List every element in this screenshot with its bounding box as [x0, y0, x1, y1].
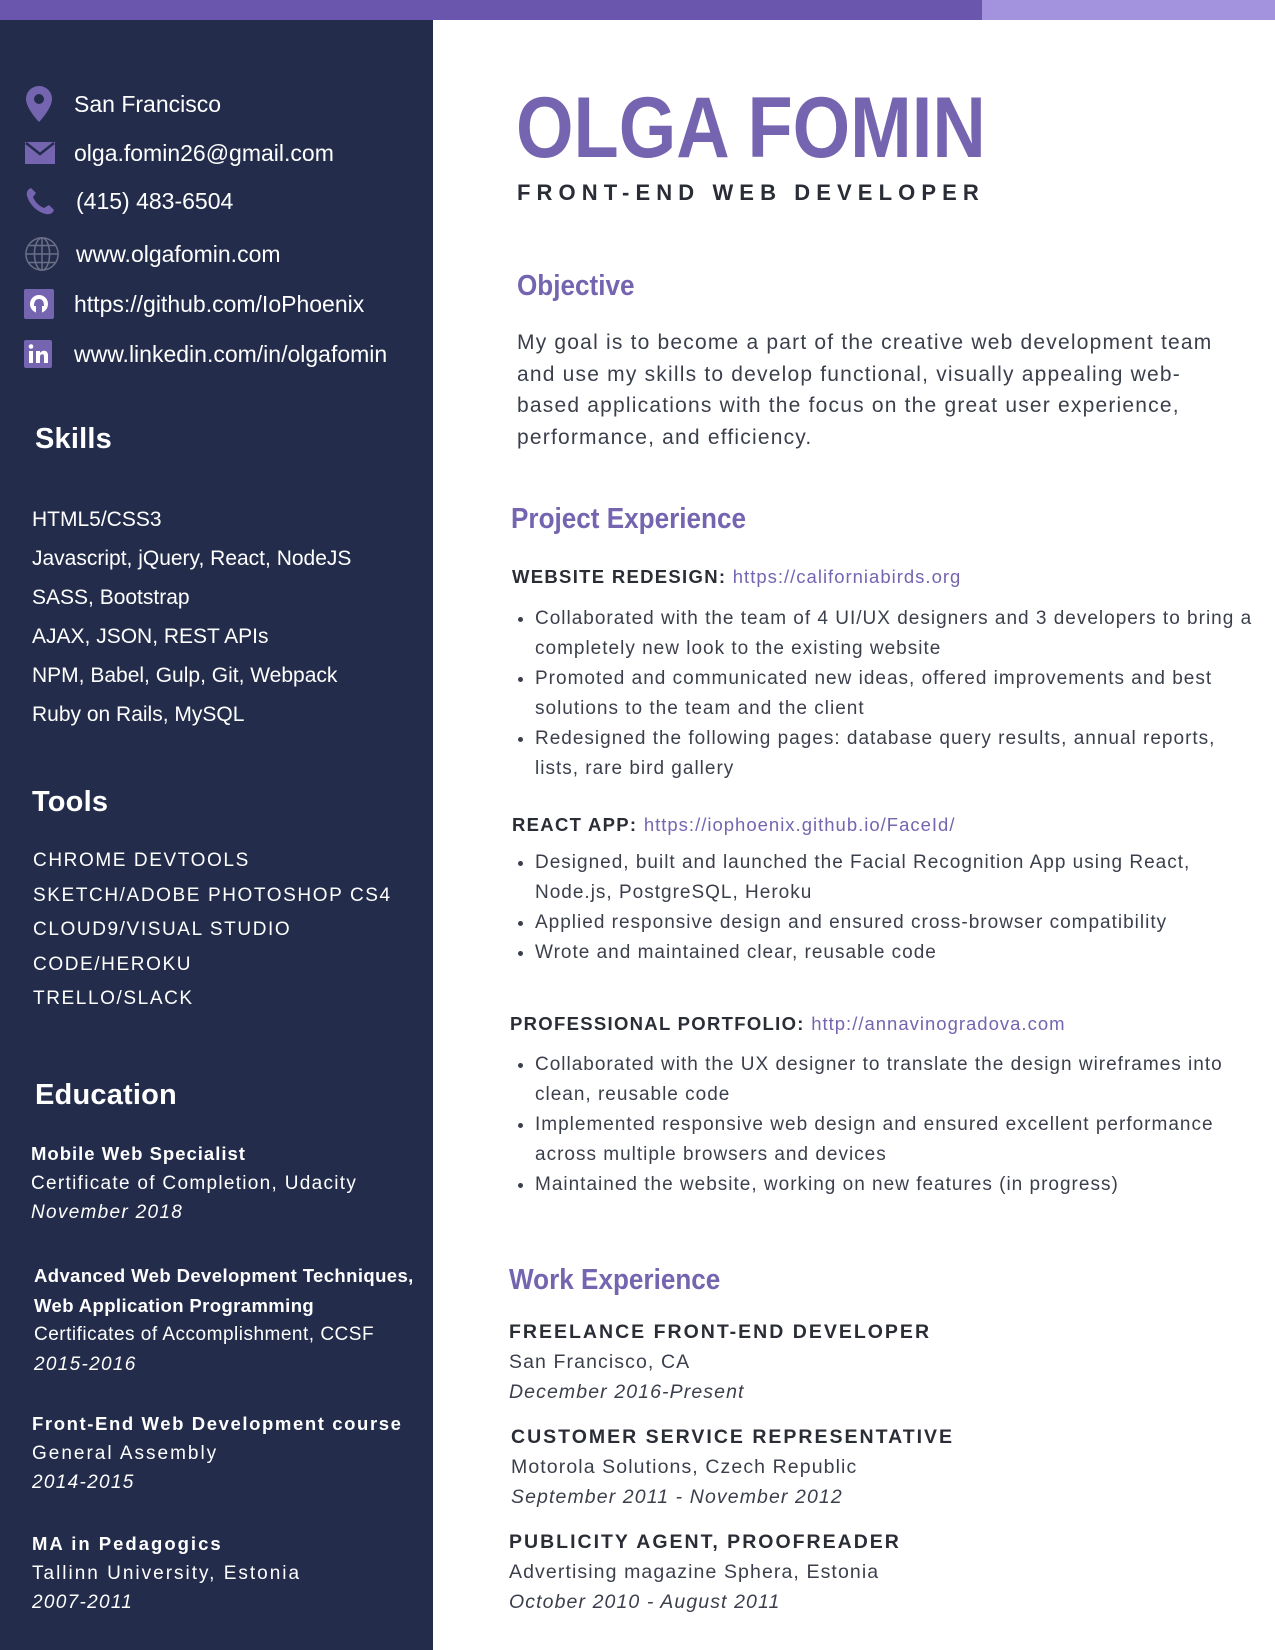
skills-heading: Skills	[35, 423, 112, 455]
project-label: WEBSITE REDESIGN:	[512, 566, 727, 587]
phone-text: (415) 483-6504	[76, 187, 234, 214]
job-place: San Francisco, CA	[509, 1351, 691, 1373]
skills-list	[32, 500, 351, 734]
skill-item: SASS, Bootstrap	[32, 586, 190, 609]
education-school: General Assembly	[32, 1442, 219, 1464]
bullet-item: • Collaborated with the UX designer to translate the design wireframes into clean, reusable code	[535, 1050, 1265, 1110]
globe-icon	[24, 238, 60, 270]
job-place: Motorola Solutions, Czech Republic	[511, 1456, 858, 1478]
education-entry	[32, 1409, 427, 1498]
education-date: November 2018	[31, 1202, 184, 1223]
project-link[interactable]: https://californiabirds.org	[732, 566, 962, 587]
tool-item: SKETCH/ADOBE PHOTOSHOP CS4	[33, 884, 392, 906]
bullet-item: • Wrote and maintained clear, reusable code	[535, 938, 1265, 968]
job-entry	[509, 1317, 931, 1407]
candidate-role: FRONT-END WEB DEVELOPER	[517, 180, 985, 205]
contact-location	[24, 88, 221, 120]
education-date: 2014-2015	[32, 1472, 135, 1493]
skill-item: HTML5/CSS3	[32, 508, 162, 531]
bullet-item: • Applied responsive design and ensured cross-browser compatibility	[535, 908, 1265, 938]
education-title: Mobile Web Specialist	[31, 1143, 246, 1164]
tool-item: TRELLO/SLACK	[33, 988, 194, 1009]
bullet-item: • Designed, built and launched the Facial Recognition App using React, Node.js, PostgreSQL, Heroku	[535, 848, 1265, 908]
location-pin-icon	[24, 88, 60, 120]
project-label: PROFESSIONAL PORTFOLIO:	[510, 1013, 805, 1034]
job-title: PUBLICITY AGENT, PROOFREADER	[509, 1531, 901, 1553]
bullet-item: • Redesigned the following pages: database query results, annual reports, lists, rare bird gallery	[535, 724, 1265, 784]
linkedin-link[interactable]: www.linkedin.com/in/olgafomin	[74, 340, 388, 367]
project-label: REACT APP:	[512, 814, 638, 835]
phone-icon	[24, 185, 60, 217]
education-entry	[34, 1261, 429, 1379]
project-link[interactable]: https://iophoenix.github.io/FaceId/	[643, 814, 956, 835]
education-heading: Education	[35, 1079, 177, 1111]
education-entry	[31, 1139, 426, 1228]
bullet-item: • Implemented responsive web design and ensured excellent performance across multiple browsers and devices	[535, 1110, 1265, 1170]
contact-github[interactable]	[24, 288, 364, 320]
tools-heading: Tools	[32, 786, 109, 818]
github-link[interactable]: https://github.com/IoPhoenix	[74, 290, 365, 317]
project-bullets	[511, 1050, 1265, 1200]
project-header	[510, 1013, 1066, 1035]
objective-text: My goal is to become a part of the creative web development team and use my skills to develop functional, visually appealing web-based applications with the focus on the great user experience, performance, and efficiency.	[517, 331, 1213, 449]
education-title: MA in Pedagogics	[32, 1533, 223, 1554]
location-text: San Francisco	[74, 90, 222, 117]
contact-linkedin[interactable]	[24, 338, 387, 370]
job-date: October 2010 - August 2011	[509, 1591, 781, 1613]
job-title: FREELANCE FRONT-END DEVELOPER	[509, 1321, 932, 1343]
job-title: CUSTOMER SERVICE REPRESENTATIVE	[511, 1426, 955, 1448]
linkedin-icon	[24, 338, 60, 370]
envelope-icon	[24, 137, 60, 169]
tool-item: CODE/HEROKU	[33, 953, 193, 975]
work-experience-heading: Work Experience	[509, 1264, 721, 1296]
website-link[interactable]: www.olgafomin.com	[76, 240, 281, 267]
email-link[interactable]: olga.fomin26@gmail.com	[74, 139, 334, 166]
candidate-name: OLGA FOMIN	[516, 80, 986, 176]
job-date: September 2011 - November 2012	[511, 1486, 843, 1508]
tools-list	[33, 844, 392, 1017]
tool-item: CHROME DEVTOOLS	[33, 850, 250, 871]
bullet-item: • Collaborated with the team of 4 UI/UX designers and 3 developers to bring a completely new look to the existing website	[535, 604, 1265, 664]
objective-heading: Objective	[517, 270, 635, 302]
education-school: Certificate of Completion, Udacity	[31, 1172, 358, 1194]
skill-item: AJAX, JSON, REST APIs	[32, 625, 269, 648]
education-school: Certificates of Accomplishment, CCSF	[34, 1324, 375, 1345]
skill-item: Javascript, jQuery, React, NodeJS	[32, 547, 352, 570]
github-icon	[24, 288, 60, 320]
tool-item: CLOUD9/VISUAL STUDIO	[33, 919, 292, 940]
education-title: Advanced Web Development Techniques, Web Application Programming	[34, 1265, 414, 1316]
project-bullets	[511, 848, 1265, 968]
bullet-item: • Maintained the website, working on new features (in progress)	[535, 1170, 1265, 1200]
bullet-item: • Promoted and communicated new ideas, offered improvements and best solutions to the team and the client	[535, 664, 1265, 724]
education-date: 2015-2016	[34, 1353, 137, 1375]
job-date: December 2016-Present	[509, 1381, 745, 1403]
job-place: Advertising magazine Sphera, Estonia	[509, 1561, 880, 1583]
top-accent-bar	[0, 0, 982, 20]
project-header	[512, 566, 961, 588]
contact-phone	[24, 185, 233, 217]
education-entry	[32, 1529, 427, 1618]
education-school: Tallinn University, Estonia	[32, 1562, 302, 1584]
project-bullets	[511, 604, 1265, 784]
education-title: Front-End Web Development course	[32, 1413, 403, 1434]
job-entry	[509, 1527, 901, 1617]
job-entry	[511, 1422, 954, 1512]
skill-item: NPM, Babel, Gulp, Git, Webpack	[32, 664, 338, 687]
education-date: 2007-2011	[32, 1592, 134, 1613]
contact-website[interactable]	[24, 238, 281, 270]
top-accent-bar-light	[982, 0, 1275, 20]
project-header	[512, 814, 955, 836]
project-link[interactable]: http://annavinogradova.com	[811, 1013, 1066, 1034]
contact-email[interactable]	[24, 137, 334, 169]
skill-item: Ruby on Rails, MySQL	[32, 703, 245, 726]
project-experience-heading: Project Experience	[511, 503, 747, 535]
